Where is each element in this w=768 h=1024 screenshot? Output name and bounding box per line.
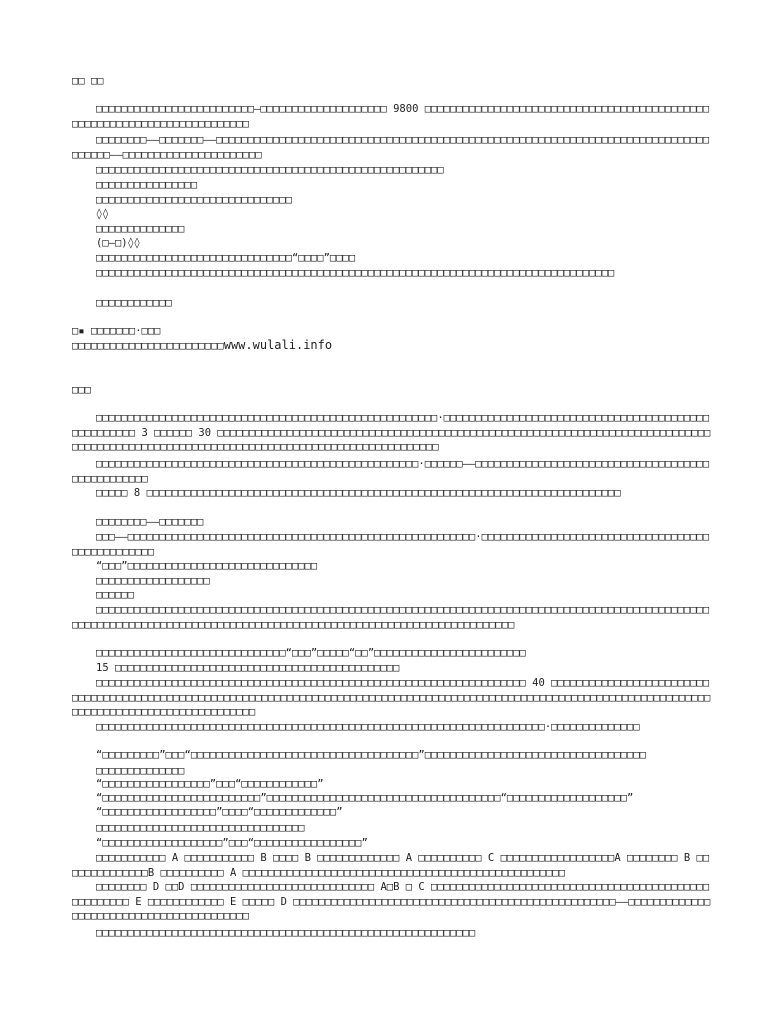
section-2-paragraph-21: □□□□□□□□□□□ A □□□□□□□□□□□ B □□□□ B □□□□□□□□□□□□□ A □□□□□□□□□□ C □□□□□□□□□□□□□□□□□□A □□□□□□□□ B □□□□□□□□□□□□□□B □□□□□□□□□□ A □□□□□□□□□□□□□□□□□□□□□□□□□□□□□□□□□□□□□□□□□□□□□□□□□□□ <box>72 852 710 879</box>
section-2-paragraph-17: “□□□□□□□□□□□□□□□□□□□□□□□□□”□□□□□□□□□□□□□□□□□□□□□□□□□□□□□□□□□□□□□“□□□□□□□□□□□□□□□□□□□” <box>96 792 634 804</box>
section-2-paragraph-9: □□□□□□□□□□□□□□□□□□□□□□□□□□□□□□□□□□□□□□□□□□□□□□□□□□□□□□□□□□□□□□□□□□□□□□□□□□□□□□□□□□□□□□□□□□□□□□□□□□□□□□□□□□□□□□□□□□□□□□□□□□□□□□□□□□□□□□□□□□□□□□□□□□□□□□□□□□□□□□□□□□□□□□□ <box>72 604 710 631</box>
section-1-paragraph-6: ◊◊ <box>96 208 109 220</box>
section-2-paragraph-1: □□□□□□□□□□□□□□□□□□□□□□□□□□□□□□□□□□□□□□□□□□□□□□□□□□□□□□·□□□□□□□□□□□□□□□□□□□□□□□□□□□□□□□□□□□□□□□□□□□□□□□□□□□□ 3 □□□□□□ 30 □□□□□□□□□□□□□□□□□□□□□□□□□□□□□□□□□□□□□□□□□□□□□□□□□□□□□□□□□□□□□□□□□□□□□□□□□□□□□□□□□□□□□□□□□□□□□□□□□□□□□□□□□□□□□□□□□□□□□□□□□□□□□□□□□□□□□□□□ <box>72 412 711 454</box>
section-2-paragraph-7: □□□□□□□□□□□□□□□□□□ <box>96 575 210 587</box>
section-1-paragraph-2: □□□□□□□□——□□□□□□□——□□□□□□□□□□□□□□□□□□□□□□□□□□□□□□□□□□□□□□□□□□□□□□□□□□□□□□□□□□□□□□□□□□□□□□□□□□□□□□□□□□□□——□□□□□□□□□□□□□□□□□□□□□□ <box>72 134 710 161</box>
section-2-paragraph-14: “□□□□□□□□□”□□□“□□□□□□□□□□□□□□□□□□□□□□□□□□□□□□□□□□□□”□□□□□□□□□□□□□□□□□□□□□□□□□□□□□□□□□□□ <box>96 749 646 761</box>
section-2-paragraph-13: □□□□□□□□□□□□□□□□□□□□□□□□□□□□□□□□□□□□□□□□□□□□□□□□□□□□□□□□□□□□□□□□□□□□□□□·□□□□□□□□□□□□□□ <box>96 721 640 733</box>
section-2-paragraph-3: □□□□□ 8 □□□□□□□□□□□□□□□□□□□□□□□□□□□□□□□□□□□□□□□□□□□□□□□□□□□□□□□□□□□□□□□□□□□□□□□□□□□ <box>96 487 621 499</box>
section-2-title: □□□ <box>72 384 91 396</box>
section-2-paragraph-16: “□□□□□□□□□□□□□□□□□”□□□“□□□□□□□□□□□□” <box>96 778 324 790</box>
section-2-paragraph-23: □□□□□□□□□□□□□□□□□□□□□□□□□□□□□□□□□□□□□□□□□□□□□□□□□□□□□□□□□□□□ <box>96 927 476 939</box>
section-2-paragraph-18: “□□□□□□□□□□□□□□□□□□”□□□□“□□□□□□□□□□□□□” <box>96 806 343 818</box>
section-2-paragraph-4: □□□□□□□□——□□□□□□□ <box>96 516 204 528</box>
section-2-paragraph-22: □□□□□□□□ D □□D □□□□□□□□□□□□□□□□□□□□□□□□□□□□□ A□B □ C □□□□□□□□□□□□□□□□□□□□□□□□□□□□□□□□□□□□□□□□□□□□□□□□□□□□□ E □□□□□□□□□□□□ E □□□□□ D □□□□□□□□□□□□□□□□□□□□□□□□□□□□□□□□□□□□□□□□□□□□□□□□□□□——□□□□□□□□□□□□□□□□□□□□□□□□□□□□□□□□□□□□□□□□□ <box>72 881 711 923</box>
section-1-paragraph-10: □□□□□□□□□□□□□□□□□□□□□□□□□□□□□□□□□□□□□□□□□□□□□□□□□□□□□□□□□□□□□□□□□□□□□□□□□□□□□□□□□□ <box>96 267 615 279</box>
section-1-paragraph-4: □□□□□□□□□□□□□□□□ <box>96 179 198 191</box>
section-2-paragraph-2: □□□□□□□□□□□□□□□□□□□□□□□□□□□□□□□□□□□□□□□□□□□□□□□□□□□·□□□□□□——□□□□□□□□□□□□□□□□□□□□□□□□□□□□□□□□□□□□□□□□□□□□□□□□□ <box>72 458 710 485</box>
section-1-paragraph-3: □□□□□□□□□□□□□□□□□□□□□□□□□□□□□□□□□□□□□□□□□□□□□□□□□□□□□□□ <box>96 164 444 176</box>
section-1-title: □□ □□ <box>72 75 104 87</box>
footer-note-line-1: □▪ □□□□□□□·□□□ <box>72 325 161 337</box>
document-page <box>72 0 712 1024</box>
section-1-paragraph-9: □□□□□□□□□□□□□□□□□□□□□□□□□□□□□□□“□□□□”□□□□ <box>96 252 356 264</box>
website-link[interactable]: www.wulali.info <box>223 338 333 352</box>
section-2-paragraph-8: □□□□□□ <box>96 589 134 601</box>
section-1-paragraph-11: □□□□□□□□□□□□ <box>96 297 172 309</box>
section-2-paragraph-6: “□□□”□□□□□□□□□□□□□□□□□□□□□□□□□□□□□□ <box>96 560 318 572</box>
section-2-paragraph-12: □□□□□□□□□□□□□□□□□□□□□□□□□□□□□□□□□□□□□□□□□□□□□□□□□□□□□□□□□□□□□□□□□□□□ 40 □□□□□□□□□□□□□□□□□□□□□□□□□□□□□□□□□□□□□□□□□□□□□□□□□□□□□□□□□□□□□□□□□□□□□□□□□□□□□□□□□□□□□□□□□□□□□□□□□□□□□□□□□□□□□□□□□□□□□□□□□□□□□□□□□□□□□□□□□□□□□□□□□□□□□□□□□□□ <box>72 677 711 719</box>
section-2-paragraph-11: 15 □□□□□□□□□□□□□□□□□□□□□□□□□□□□□□□□□□□□□□□□□□□□□ <box>96 662 400 674</box>
section-1-paragraph-7: □□□□□□□□□□□□□□ <box>96 223 185 235</box>
footer-note-text: □□□□□□□□□□□□□□□□□□□□□□□□ <box>72 340 224 352</box>
section-2-paragraph-19: □□□□□□□□□□□□□□□□□□□□□□□□□□□□□□□□□ <box>96 822 305 834</box>
section-1-paragraph-5: □□□□□□□□□□□□□□□□□□□□□□□□□□□□□□□ <box>96 194 292 206</box>
section-2-paragraph-5: □□□——□□□□□□□□□□□□□□□□□□□□□□□□□□□□□□□□□□□□□□□□□□□□□□□□□□□□□□□·□□□□□□□□□□□□□□□□□□□□□□□□□□□□□□□□□□□□□□□□□□□□□□□□□ <box>72 531 710 558</box>
section-2-paragraph-10: □□□□□□□□□□□□□□□□□□□□□□□□□□□□□□“□□□”□□□□□“□□”□□□□□□□□□□□□□□□□□□□□□□□□ <box>96 647 526 659</box>
section-2-paragraph-15: □□□□□□□□□□□□□□ <box>96 765 185 777</box>
footer-note-line-2 <box>72 338 712 354</box>
section-1-paragraph-1: □□□□□□□□□□□□□□□□□□□□□□□□□—□□□□□□□□□□□□□□□□□□□□ 9800 □□□□□□□□□□□□□□□□□□□□□□□□□□□□□□□□□□□□□□□□□□□□□□□□□□□□□□□□□□□□□□□□□□□□□□□□□ <box>72 103 710 130</box>
section-1-paragraph-8: (□—□)◊◊ <box>96 237 141 249</box>
section-2-paragraph-20: “□□□□□□□□□□□□□□□□□□□”□□□“□□□□□□□□□□□□□□□□□” <box>96 837 368 849</box>
